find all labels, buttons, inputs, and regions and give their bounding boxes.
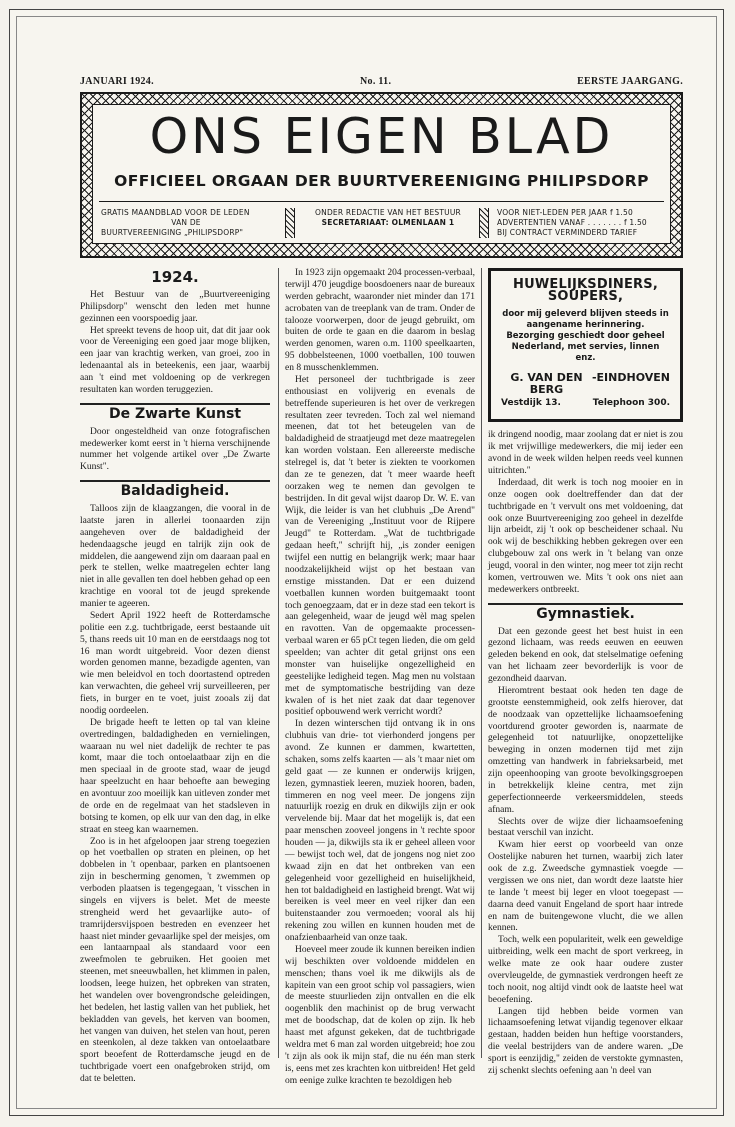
issue-number: No. 11.	[360, 76, 392, 87]
newspaper-subtitle: OFFICIEEL ORGAAN DER BUURTVEREENIGING PHILIPSDORP	[114, 172, 649, 190]
ad-footer	[501, 372, 670, 396]
headline-1924: 1924.	[151, 268, 199, 286]
right-box-line: ADVERTENTIEN VANAF . . . . . . . f 1.50	[497, 218, 647, 227]
column-2	[285, 268, 475, 1087]
paragraph: Slechts over de wijze dier lichaamsoefening bestaat verschil van inzicht.	[488, 816, 683, 839]
column-divider	[278, 268, 279, 1058]
ad-line: door mij geleverd blijven steeds in	[502, 308, 669, 319]
middle-box-line: ONDER REDACTIE VAN HET BESTUUR	[315, 208, 461, 217]
paragraph: Het spreekt tevens de hoop uit, dat dit jaar ook voor de Vereeniging een goed jaar moge blijken, een jaar van krachtig werken, van groei, zoo in ledenaantal als in beteekenis, een jaar, waarbij aan 't eind met voldoening op de verkregen resultaten kan worden teruggezien.	[80, 325, 270, 395]
paragraph: Dat een gezonde geest het best huist in een gezond lichaam, was reeds eeuwen en eeuwen geleden bekend en ook, dat stelselmatige oefening van het lichaam zeer bevorderlijk is voor de gezondheid daarvan.	[488, 626, 683, 684]
ornament-separator	[479, 208, 489, 238]
left-box-line: GRATIS MAANDBLAD VOOR DE LEDEN	[101, 208, 250, 217]
paragraph: Kwam hier eerst op voorbeeld van onze Oostelijke naburen het turnen, waarbij zich later ook de z.g. Zweedsche gymnastiek voegde — vergissen we ons niet, dan wordt deze laatste hier te lande 't meest bij leger en vloot toegepast — daarna deed vanuit Engeland de sport haar intrede en nam de buitengewone vlucht, die we allen kennen.	[488, 840, 683, 934]
ornament-separator	[285, 208, 295, 238]
ad-heading: HUWELIJKSDINERS, SOUPERS,	[513, 277, 658, 304]
masthead-left-box	[101, 208, 271, 238]
ad-city: EINDHOVEN	[596, 370, 670, 384]
issue-volume: EERSTE JAARGANG.	[577, 76, 683, 87]
paragraph: Talloos zijn de klaagzangen, die vooral in de laatste jaren in allerlei toonaarden zijn aangeheven over de baldadigheid der hedendaagsche jeugd en talrijk zijn ook de middelen, die aangewend zijn om daaraan paal en perk te stellen, welke maatregelen echter lang niet in alle gevallen ten doel hebben gehad op een krachtige en vooral tot de jeugd sprekende manier te ageeren.	[80, 504, 270, 609]
paragraph: Inderdaad, dit werk is toch nog mooier en in onze oogen ook doeltreffender dan dat der tuchtbrigade en 't vervult ons met voldoening, dat ook onze Buurtvereeniging zoo geheel in dezelfde lijn arbeidt, zij 't ook op bescheidener schaal. Nu ook wij de beschikking hebben gekregen over een clubgebouw zal ons werk in 't belang van onze jeugd, vooral in den winter, nog meer tot zijn recht komen, vertrouwen we. Mits 't ook ons niet aan medewerkers ontbreekt.	[488, 477, 683, 595]
paragraph: De brigade heeft te letten op tal van kleine overtredingen, baldadigheden en vernielingen, waaraan nu wel niet dadelijk de rechter te pas komt, maar die toch ontoelaatbaar zijn en die men speciaal in de groote stad, waar de jeugd haar speelzucht en haar behoefte aan beweging en avontuur zoo moeilijk kan uitleven zonder met de orde en de regelmaat van het stadsleven in botsing te komen, op elk uur van den dag, in elke straat en steeg kan waarnemen.	[80, 717, 270, 835]
paragraph: Zoo is in het afgeloopen jaar streng toegezien op het voetballen op straten en pleinen, op het dobbelen in 't openbaar, parken en plantsoenen zijn in bescherming genomen, 't zwemmen op verboden plaatsen is tegengegaan, 't visschen in singels en vijvers is belet. Met de meeste strengheid werd het gevaarlijke auto- of tramrijdersvijspoen bestreden en evenzeer het haast niet minder gevaarlijke spel der meisjes, om een lantaarnpaal als standaard voor een zweefmolen te gebruiken. Het gooien met steenen, met sneeuwballen, het klimmen in palen, loodsen, leege huizen, het opbreken van straten, het wandelen over bovengrondsche geleidingen, het bedelen, het lastig vallen van het publiek, het bekladden van gevels, het kerven van boomen, het vangen van duiven, het stelen van hout, peren en steenkolen, al deze takken van ontoelaatbare sport beoefent de Rotterdamsche jeugd en de tuchtbrigade voert een onafgebroken strijd, om dat te beletten.	[80, 836, 270, 1084]
headline-baldadigheid: Baldadigheid.	[120, 483, 230, 500]
newspaper-title: ONS EIGEN BLAD	[149, 108, 614, 165]
ad-line: aangename herinnering.	[526, 319, 645, 330]
ad-line: Nederland, met servies, linnen enz.	[511, 341, 660, 363]
paragraph: Hieromtrent bestaat ook heden ten dage de grootste eenstemmigheid, ook zelfs hierover, dat de noodzaak van opzettelijke lichaamsoefening voortdurend grooter geworden is, naarmate de gelegenheid tot natuurlijke, onopzettelijke beweging in onzen modernen tijd met zijn omzetting van handwerk in fabrieksarbeid, met zijn opeenhooping van groote bevolkingsgroepen in betrekkelijk kleine centra, met zijn geperfectionneerde verkeersmiddelen, steeds afnam.	[488, 685, 683, 815]
right-box-line: BIJ CONTRACT VERMINDERD TARIEF	[497, 228, 638, 237]
paragraph: Hoeveel meer zoude ik kunnen bereiken indien wij beschikten over voldoende middelen en menschen; thans voel ik me dikwijls als de kapitein van een groot schip vol passagiers, wien de meeste stuurlieden zijn ontvallen en die elk oogenblik den machinist op de brug verwacht met de boodschap, dat de kolen op zijn. Ik heb haast met afgunst gekeken, dat de tuchtbrigade weldra met 6 man zal worden uitgebreid; hoe zou 't zijn als ook ik mijn staf, die nu één man sterk is, eens met zes krachten kon uitbreiden! Het geld om eenige zulke krachten te bezoldigen heb	[285, 944, 475, 1086]
headline-gymnastiek: Gymnastiek.	[536, 605, 635, 622]
section-rule	[80, 480, 270, 482]
paragraph: In dezen winterschen tijd ontvang ik in ons clubhuis van drie- tot vierhonderd jongens per avond. Ze kunnen er dammen, kwartetten, schaken, soms zelfs kaarten — als 't maar niet om geld gaat — ze kunnen er onderwijs krijgen, lezen, gymnastiek leeren, muziek hooren, baden, timmeren en nog veel meer. De jongens zijn natuurlijk roezig en druk en dikwijls zijn er ook vervelende bij. Maar dat het mogelijk is, dat een paar menschen zooveel jongens in 't rechte spoor houden — ja, dikwijls sta ik er geheel alleen voor — bewijst toch wel, dat de jongens nog niet zoo kwaad zijn en dat het ontbreken van een gelegenheid voor gezelligheid en huiselijkheid, hen tot baldadigheid en lastigheid brengt. Wat wij bereiken is veel meer en veel rijker dan een buitenstaander zou vermoeden; vooral als hij rekening zou willen en kunnen houden met de onafzienbaarheid van onze taak.	[285, 719, 475, 943]
paragraph: Door ongesteldheid van onze fotografischen medewerker komt eerst in 't hierna verschijnende nummer het volgende artikel over „De Zwarte Kunst".	[80, 426, 270, 473]
column-3	[488, 268, 683, 1078]
ad-address-line	[501, 398, 670, 410]
ad-line: Bezorging geschiedt door geheel	[506, 330, 665, 341]
paragraph: Langen tijd hebben beide vormen van lichaamsoefening letwat vijandig tegenover elkaar gestaan, hadden beiden hun heftige voorstanders, die veelal bestrijders van de andere waren. „De sport is eenzijdig," zeiden de verstokte gymnasten, zij schenkt slechts oefening aan 'n deel van	[488, 1006, 683, 1076]
middle-box-line: SECRETARIAAT: OLMENLAAN 1	[321, 218, 455, 227]
paragraph: Toch, welk een populariteit, welk een geweldige uitbreiding, welk een macht de sport verkreeg, in welke mate ze ook haar oudere zuster overvleugelde, de gymnastiek verdrongen heeft ze toch nooit, nog altijd vindt ook de laatste heel wat beoefening.	[488, 935, 683, 1005]
section-rule	[80, 403, 270, 405]
ad-phone: Telephoon 300.	[592, 397, 670, 408]
ad-separator: -	[591, 370, 597, 384]
paragraph: In 1923 zijn opgemaakt 204 processen-verbaal, terwijl 470 jeugdige boosdoeners naar de bureaux werden gebracht, waaronder niet minder dan 171 acrobaten van de treeplank van de tram. Onder de talooze voorwerpen, door de jeugd gebruikt, om buiten de orde te gaan en die daarom in beslag werden genomen, waren o.m. 1100 speelkaarten, 95 dobbelsteenen, 1000 voetballen, 100 touwen en 8 musschenklemmen.	[285, 268, 475, 373]
left-box-line: VAN DE	[171, 218, 201, 227]
masthead	[80, 92, 683, 258]
column-divider	[481, 268, 482, 1058]
masthead-right-box	[497, 208, 665, 238]
section-rule	[488, 603, 683, 605]
paragraph: Sedert April 1922 heeft de Rotterdamsche politie een z.g. tuchtbrigade, eerst bestaande uit 5, thans reeds uit 10 man en de eerstdaags nog tot 16 man wordt uitgebreid. Voor dezen dienst worden genomen manne, bezadigde agenten, van wie men beleidvol en toch doortastend optreden kan verwachten, die geheel vrij surveilleeren, per fiets, in burger en te voet, juist zooals zij dat noodig oordeelen.	[80, 610, 270, 716]
masthead-middle-box	[303, 208, 473, 228]
masthead-panel	[92, 104, 671, 244]
ad-company-name: G. VAN DEN BERG	[510, 370, 583, 396]
issue-line	[80, 76, 683, 88]
left-box-line: BUURTVEREENIGING „PHILIPSDORP"	[101, 228, 244, 237]
paragraph: ik dringend noodig, maar zoolang dat er niet is zou ik met vrijwillige medewerkers, die mij ieder een avond in de week wilden helpen reeds veel kunnen uitrichten."	[488, 430, 683, 476]
masthead-info-bar	[99, 201, 664, 242]
ad-address: Vestdijk 13.	[501, 397, 561, 408]
paragraph: Het Bestuur van de „Buurtvereeniging Philipsdorp" wenscht den leden met hunne gezinnen een voorspoedig jaar.	[80, 289, 270, 324]
paragraph: Het personeel der tuchtbrigade is zeer enthousiast en volijverig en evenals de betreffende superieuren is het over de verkregen resultaten zeer tevreden. Toch zal wel niemand meenen, dat tot het beteugelen van de baldadigheid de straatjeugd met deze maatregelen kan worden volstaan. Een allereerste medische stelregel is, dat 't beter is ziekten te voorkomen dan ze te genezen, dat 't meer waarde heeft oorzaken weg te nemen dan gevolgen te bestrijden. In dit geval wijst daarop Dr. W. E. van Wijk, die leider is van het clubhuis „De Arend" van de Vereeniging „Instituut voor de Rijpere Jeugd" te Rotterdam. „Wat de tuchtbrigade gedaan heeft," schrijft hij, „is zonder eenigen twijfel een nuttig en belangrijk werk; maar haar noodzakelijkheid wijst op het bestaan van ernstige misstanden. Dat er een duizend voetballen kunnen worden buitgemaakt toont toch genoegzaam, dat er in deze stad een tekort is aan gelegenheid, waar de jeugd wèl mag spelen en ravotten. Van de opgemaakte processen-verbaal waren er 65 pCt tegen lieden, die om geld speelden; van achter dit getal grijnst ons een monster van huiselijke ongezelligheid en geestelijke ledigheid tegen. Mag men nu volstaan met de symptomatische bestrijding van deze kwalen of is het niet zaak dat daar tegenover positief opbouwend werk verricht wordt?	[285, 374, 475, 718]
right-box-line: VOOR NIET-LEDEN PER JAAR f 1.50	[497, 208, 633, 217]
column-1	[80, 268, 270, 1086]
issue-date: JANUARI 1924.	[80, 76, 154, 87]
headline-zwarte-kunst: De Zwarte Kunst	[108, 405, 242, 422]
advertisement-box	[488, 268, 683, 422]
